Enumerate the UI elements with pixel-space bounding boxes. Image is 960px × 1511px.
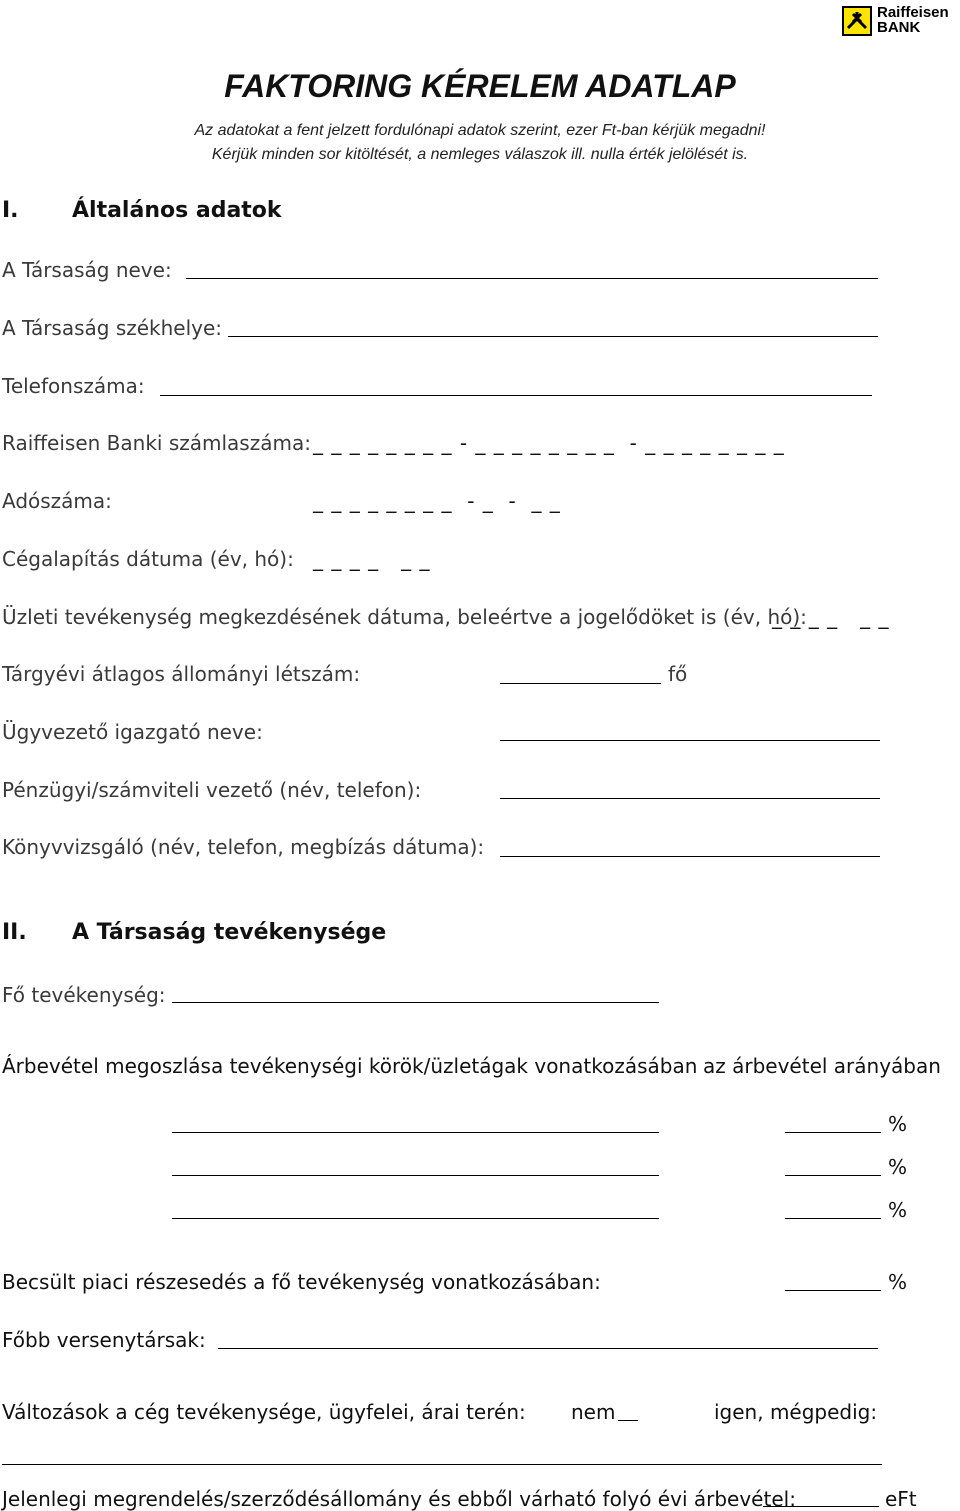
orders-label: Jelenlegi megrendelés/szerződésállomány és ebből várható folyó évi árbevétel: xyxy=(2,1487,796,1511)
auditor-field[interactable] xyxy=(500,856,880,857)
changes-yes-label: igen, mégpedig: xyxy=(714,1400,878,1424)
company-name-label: A Társaság neve: xyxy=(2,258,172,282)
logo-emblem-icon xyxy=(842,6,872,36)
market-share-label: Becsült piaci részesedés a fő tevékenység vonatkozásában: xyxy=(2,1270,601,1294)
changes-no-checkbox[interactable] xyxy=(618,1420,638,1421)
percent-sign-2: % xyxy=(888,1155,908,1179)
changes-details-field[interactable] xyxy=(2,1464,882,1465)
revenue-activity-field-3[interactable] xyxy=(172,1218,659,1219)
percent-sign-market: % xyxy=(888,1270,908,1294)
main-activity-field[interactable] xyxy=(172,1002,659,1003)
subtitle-2: Kérjük minden sor kitöltését, a nemleges válaszok ill. nulla érték jelölését is. xyxy=(211,146,749,163)
founding-date-label: Cégalapítás dátuma (év, hó): xyxy=(2,547,294,571)
bank-account-field[interactable]: _ _ _ _ _ _ _ _ - _ _ _ _ _ _ _ _ - _ _ _ _ _ _ _ _ xyxy=(313,431,785,455)
revenue-percent-field-1[interactable] xyxy=(785,1132,881,1133)
subtitle-1: Az adatokat a fent jelzett fordulónapi adatok szerint, ezer Ft-ban kérjük megadni! xyxy=(194,122,766,139)
bank-account-label: Raiffeisen Banki számlaszáma: xyxy=(2,431,311,455)
raiffeisen-logo xyxy=(842,4,954,38)
page-title: FAKTORING KÉRELEM ADATLAP xyxy=(224,68,736,104)
percent-sign-3: % xyxy=(888,1198,908,1222)
business-start-label: Üzleti tevékenység megkezdésének dátuma, beleértve a jogelődöket is (év, hó): xyxy=(2,605,807,629)
orders-unit: eFt xyxy=(885,1487,917,1511)
section-1-number: I. xyxy=(2,198,19,223)
phone-label: Telefonszáma: xyxy=(2,374,145,398)
cfo-field[interactable] xyxy=(500,798,880,799)
logo-line1: Raiffeisen xyxy=(877,4,949,21)
market-share-field[interactable] xyxy=(785,1290,881,1291)
founding-date-field[interactable]: _ _ _ _ _ _ xyxy=(313,547,431,571)
section-2-number: II. xyxy=(2,920,27,945)
revenue-percent-field-3[interactable] xyxy=(785,1218,881,1219)
ceo-label: Ügyvezető igazgató neve: xyxy=(2,720,263,744)
percent-sign-1: % xyxy=(888,1112,908,1136)
company-name-field[interactable] xyxy=(186,278,878,279)
logo-line2: BANK xyxy=(877,19,921,36)
headcount-label: Tárgyévi átlagos állományi létszám: xyxy=(2,662,361,686)
phone-field[interactable] xyxy=(160,395,872,396)
headcount-unit: fő xyxy=(668,662,688,686)
main-activity-label: Fő tevékenység: xyxy=(2,983,166,1007)
auditor-label: Könyvvizsgáló (név, telefon, megbízás dátuma): xyxy=(2,835,485,859)
revenue-activity-field-1[interactable] xyxy=(172,1132,659,1133)
cfo-label: Pénzügyi/számviteli vezető (név, telefon): xyxy=(2,778,422,802)
company-seat-label: A Társaság székhelye: xyxy=(2,316,223,340)
company-seat-field[interactable] xyxy=(228,336,878,337)
orders-field[interactable] xyxy=(763,1506,879,1507)
changes-label: Változások a cég tevékenysége, ügyfelei, árai terén: xyxy=(2,1400,526,1424)
logo-text xyxy=(877,5,949,35)
business-start-field[interactable]: _ _ _ _ _ _ xyxy=(772,605,890,629)
tax-number-field[interactable]: _ _ _ _ _ _ _ _ - _ - _ _ xyxy=(313,489,561,513)
competitors-label: Főbb versenytársak: xyxy=(2,1328,206,1352)
revenue-split-label: Árbevétel megoszlása tevékenységi körök/üzletágak vonatkozásában xyxy=(2,1054,698,1078)
changes-no-label: nem xyxy=(571,1400,616,1424)
revenue-ratio-label: az árbevétel arányában xyxy=(703,1054,941,1078)
headcount-field[interactable] xyxy=(500,683,661,684)
section-1-title: Általános adatok xyxy=(72,198,282,223)
tax-number-label: Adószáma: xyxy=(2,489,112,513)
ceo-field[interactable] xyxy=(500,740,880,741)
revenue-percent-field-2[interactable] xyxy=(785,1175,881,1176)
competitors-field[interactable] xyxy=(218,1348,878,1349)
revenue-activity-field-2[interactable] xyxy=(172,1175,659,1176)
section-2-title: A Társaság tevékenysége xyxy=(72,920,387,945)
